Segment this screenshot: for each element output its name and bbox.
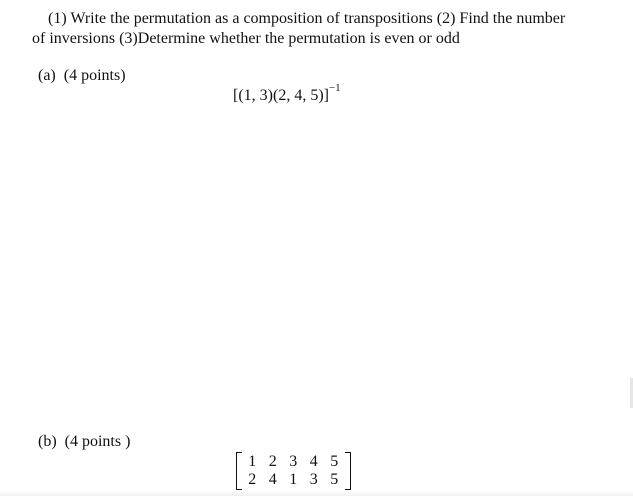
- matrix-right-bracket: [345, 452, 351, 490]
- instructions-line-2: of inversions (3)Determine whether the permutation is even or odd: [32, 30, 460, 47]
- page-bottom-shadow: [0, 490, 633, 496]
- matrix-cell: 2: [268, 453, 277, 470]
- part-a-permutation-expression: [233, 81, 341, 106]
- part-a-label: (a) (4 points): [38, 67, 126, 84]
- matrix-cell: 4: [309, 453, 318, 470]
- part-b-permutation-matrix: [236, 452, 351, 490]
- matrix-cell: 4: [268, 471, 277, 488]
- matrix-cell: 3: [309, 471, 318, 488]
- matrix-cell: 3: [289, 453, 298, 470]
- matrix-cell: 1: [248, 453, 257, 470]
- inverse-exponent: −1: [328, 81, 341, 94]
- matrix-body: [242, 452, 345, 490]
- matrix-cell: 5: [330, 471, 339, 488]
- part-b-label: (b) (4 points ): [38, 433, 131, 450]
- permutation-cycles: [(1, 3)(2, 4, 5)]: [233, 87, 329, 104]
- matrix-cell: 1: [289, 471, 298, 488]
- instructions-line-1: (1) Write the permutation as a composition of transpositions (2) Find the number: [48, 10, 566, 27]
- matrix-cell: 5: [330, 453, 339, 470]
- problem-instructions: [32, 9, 612, 49]
- matrix-cell: 2: [248, 471, 257, 488]
